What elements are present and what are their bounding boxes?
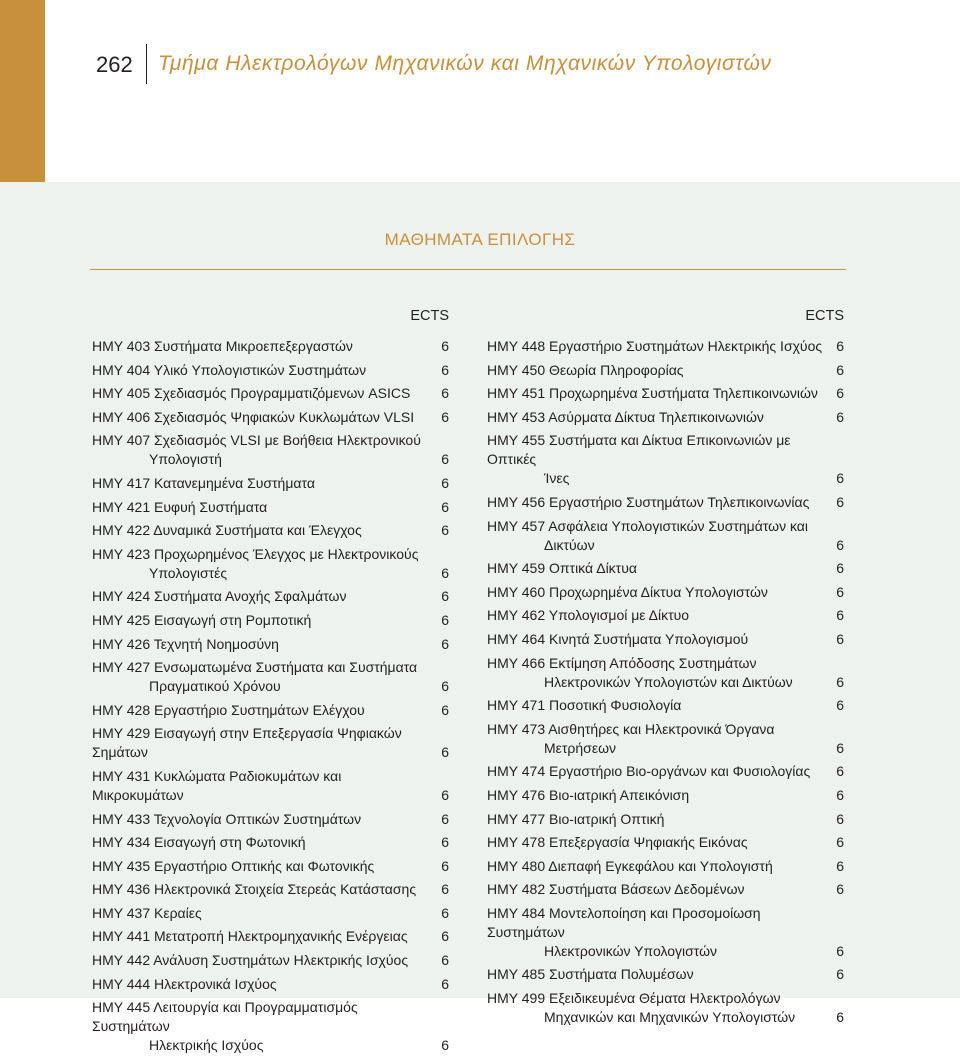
course-name: ΗΜΥ 476 Βιο-ιατρική Απεικόνιση [487, 786, 690, 803]
page-header [45, 0, 960, 182]
course-name: ΗΜΥ 429 Εισαγωγή στην Επεξεργασία Ψηφιακών Σημάτων [92, 725, 402, 761]
course-name-continuation: Ίνες [544, 470, 570, 487]
course-name: ΗΜΥ 424 Συστήματα Ανοχής Σφαλμάτων [92, 588, 347, 605]
course-name: ΗΜΥ 451 Προχωρημένα Συστήματα Τηλεπικοινωνιών [487, 385, 818, 402]
course-row [92, 810, 449, 829]
course-credits: 6 [441, 611, 449, 628]
course-credits: 6 [836, 493, 844, 510]
course-row [92, 767, 449, 805]
course-name: ΗΜΥ 477 Βιο-ιατρική Οπτική [487, 810, 665, 827]
course-name-continuation: Πραγματικού Χρόνου [149, 678, 281, 695]
course-row [487, 606, 844, 625]
course-credits: 6 [441, 522, 449, 539]
course-credits: 6 [441, 498, 449, 515]
course-name: ΗΜΥ 471 Ποσοτική Φυσιολογία [487, 697, 682, 714]
course-row [92, 337, 449, 356]
course-name: ΗΜΥ 407 Σχεδιασμός VLSI με Βοήθεια Ηλεκτρονικού [92, 432, 421, 449]
course-name-continuation: Ηλεκτρονικών Υπολογιστών [544, 942, 718, 959]
course-name: ΗΜΥ 462 Υπολογισμοί με Δίκτυο [487, 607, 690, 624]
course-row [487, 810, 844, 829]
course-name: ΗΜΥ 417 Κατανεμημένα Συστήματα [92, 474, 315, 491]
course-row [487, 833, 844, 852]
course-row [92, 880, 449, 899]
running-title: Τμήμα Ηλεκτρολόγων Μηχανικών και Μηχανικών Υπολογιστών [158, 52, 772, 75]
course-row [92, 498, 449, 517]
course-row [487, 904, 844, 961]
course-row [92, 611, 449, 630]
course-row [92, 635, 449, 654]
page-number: 262 [96, 52, 133, 77]
course-name: ΗΜΥ 482 Συστήματα Βάσεων Δεδομένων [487, 881, 745, 898]
course-row [92, 927, 449, 946]
course-credits: 6 [441, 904, 449, 921]
course-credits: 6 [441, 338, 449, 354]
course-row [487, 762, 844, 781]
course-row [487, 431, 844, 488]
course-name-continuation: Μετρήσεων [544, 739, 616, 756]
course-credits: 6 [836, 338, 844, 354]
course-credits: 6 [836, 763, 844, 780]
content-area [0, 182, 960, 1054]
course-row [92, 833, 449, 852]
course-row [92, 975, 449, 994]
course-name: ΗΜΥ 474 Εργαστήριο Βιο-οργάνων και Φυσιολογίας [487, 763, 811, 780]
course-name: ΗΜΥ 433 Τεχνολογία Οπτικών Συστημάτων [92, 810, 362, 827]
course-name: ΗΜΥ 450 Θεωρία Πληροφορίας [487, 361, 684, 378]
course-name-continuation: Ηλεκτρικής Ισχύος [149, 1037, 264, 1054]
course-row [92, 408, 449, 427]
course-row [92, 701, 449, 720]
course-row [487, 696, 844, 715]
left-course-list [92, 337, 449, 1055]
course-name: ΗΜΥ 480 Διεπαφή Εγκεφάλου και Υπολογιστή [487, 857, 773, 874]
course-name: ΗΜΥ 453 Ασύρματα Δίκτυα Τηλεπικοινωνιών [487, 408, 764, 425]
course-name: ΗΜΥ 466 Εκτίμηση Απόδοσης Συστημάτων [487, 654, 757, 671]
course-name: ΗΜΥ 421 Ευφυή Συστήματα [92, 498, 268, 515]
course-row [92, 361, 449, 380]
course-row [487, 517, 844, 555]
course-name-continuation: Μηχανικών και Μηχανικών Υπολογιστών [544, 1009, 796, 1026]
course-name: ΗΜΥ 485 Συστήματα Πολυμέσων [487, 966, 694, 983]
course-row [487, 857, 844, 876]
course-credits: 6 [836, 834, 844, 851]
course-credits: 6 [441, 701, 449, 718]
course-credits: 6 [441, 474, 449, 491]
course-credits: 6 [441, 928, 449, 945]
course-row [487, 408, 844, 427]
course-name: ΗΜΥ 425 Εισαγωγή στη Ρομποτική [92, 611, 312, 628]
course-row [487, 965, 844, 984]
course-name: ΗΜΥ 448 Εργαστήριο Συστημάτων Ηλεκτρικής Ισχύος [487, 338, 823, 354]
course-row [92, 431, 449, 469]
course-credits: 6 [441, 881, 449, 898]
course-name: ΗΜΥ 427 Ενσωματωμένα Συστήματα και Συστήματα [92, 659, 418, 676]
course-name: ΗΜΥ 403 Συστήματα Μικροεπεξεργαστών [92, 338, 353, 354]
course-credits: 6 [836, 630, 844, 647]
course-row [92, 384, 449, 403]
section-title-rule [90, 269, 846, 270]
course-name: ΗΜΥ 499 Εξειδικευμένα Θέματα Ηλεκτρολόγων [487, 990, 781, 1007]
course-row [92, 545, 449, 583]
course-credits: 6 [441, 975, 449, 992]
course-credits: 6 [441, 678, 449, 695]
course-name: ΗΜΥ 404 Υλικό Υπολογιστικών Συστημάτων [92, 361, 367, 378]
course-name: ΗΜΥ 426 Τεχνητή Νοημοσύνη [92, 635, 279, 652]
course-name: ΗΜΥ 405 Σχεδιασμός Προγραμματιζόμενων ASICS [92, 385, 411, 402]
course-name: ΗΜΥ 473 Αισθητήρες και Ηλεκτρονικά Όργανα [487, 720, 775, 737]
right-course-column [487, 305, 844, 1032]
course-row [487, 720, 844, 758]
left-course-column [92, 305, 449, 1060]
course-row [487, 786, 844, 805]
course-name: ΗΜΥ 484 Μοντελοποίηση και Προσομοίωση Συστημάτων [487, 904, 761, 940]
course-credits: 6 [836, 942, 844, 959]
course-credits: 6 [441, 408, 449, 425]
course-name: ΗΜΥ 441 Μετατροπή Ηλεκτρομηχανικής Ενέργειας [92, 928, 408, 945]
course-row [92, 658, 449, 696]
course-row [92, 474, 449, 493]
course-credits: 6 [836, 560, 844, 577]
course-row [92, 857, 449, 876]
course-credits: 6 [836, 1009, 844, 1026]
course-name: ΗΜΥ 442 Ανάλυση Συστημάτων Ηλεκτρικής Ισχύος [92, 952, 409, 969]
course-credits: 6 [441, 361, 449, 378]
course-credits: 6 [836, 673, 844, 690]
course-row [92, 521, 449, 540]
course-row [92, 951, 449, 970]
course-name: ΗΜΥ 459 Οπτικά Δίκτυα [487, 560, 637, 577]
course-name-continuation: Δικτύων [544, 536, 595, 553]
course-credits: 6 [836, 408, 844, 425]
course-credits: 6 [836, 881, 844, 898]
course-credits: 6 [836, 966, 844, 983]
course-row [487, 493, 844, 512]
course-credits: 6 [441, 588, 449, 605]
course-name: ΗΜΥ 464 Κινητά Συστήματα Υπολογισμού [487, 630, 749, 647]
course-name: ΗΜΥ 434 Εισαγωγή στη Φωτονική [92, 834, 306, 851]
course-credits: 6 [836, 697, 844, 714]
course-name-continuation: Υπολογιστή [149, 451, 222, 468]
course-row [92, 724, 449, 762]
course-credits: 6 [836, 536, 844, 553]
course-name: ΗΜΥ 406 Σχεδιασμός Ψηφιακών Κυκλωμάτων VLSI [92, 408, 415, 425]
course-name: ΗΜΥ 437 Κεραίες [92, 904, 202, 921]
course-row [487, 361, 844, 380]
course-credits: 6 [441, 857, 449, 874]
course-credits: 6 [441, 1037, 449, 1054]
course-row [487, 654, 844, 692]
course-name: ΗΜΥ 460 Προχωρημένα Δίκτυα Υπολογιστών [487, 583, 768, 600]
course-name: ΗΜΥ 456 Εργαστήριο Συστημάτων Τηλεπικοινωνίας [487, 493, 810, 510]
course-credits: 6 [836, 361, 844, 378]
course-credits: 6 [441, 635, 449, 652]
header-divider [146, 44, 147, 84]
course-name: ΗΜΥ 436 Ηλεκτρονικά Στοιχεία Στερεάς Κατάστασης [92, 881, 417, 898]
course-name: ΗΜΥ 435 Εργαστήριο Οπτικής και Φωτονικής [92, 857, 375, 874]
course-credits: 6 [441, 786, 449, 803]
course-credits: 6 [836, 786, 844, 803]
course-name-continuation: Υπολογιστές [149, 564, 228, 581]
course-credits: 6 [836, 857, 844, 874]
course-row [92, 587, 449, 606]
course-name-continuation: Ηλεκτρονικών Υπολογιστών και Δικτύων [544, 673, 793, 690]
right-course-list [487, 337, 844, 1027]
course-row [487, 989, 844, 1027]
course-name: ΗΜΥ 423 Προχωρημένος Έλεγχος με Ηλεκτρονικούς [92, 545, 419, 562]
course-name: ΗΜΥ 431 Κυκλώματα Ραδιοκυμάτων και Μικροκυμάτων [92, 767, 342, 803]
course-name: ΗΜΥ 428 Εργαστήριο Συστημάτων Ελέγχου [92, 701, 365, 718]
course-name: ΗΜΥ 457 Ασφάλεια Υπολογιστικών Συστημάτων και [487, 517, 809, 534]
course-credits: 6 [441, 385, 449, 402]
course-row [92, 998, 449, 1055]
course-name: ΗΜΥ 422 Δυναμικά Συστήματα και Έλεγχος [92, 522, 362, 539]
course-credits: 6 [441, 451, 449, 468]
course-row [487, 559, 844, 578]
course-row [487, 384, 844, 403]
course-name: ΗΜΥ 455 Συστήματα και Δίκτυα Επικοινωνιών με Οπτικές [487, 432, 791, 468]
course-credits: 6 [441, 564, 449, 581]
course-credits: 6 [441, 810, 449, 827]
course-credits: 6 [441, 744, 449, 761]
course-credits: 6 [441, 952, 449, 969]
course-name: ΗΜΥ 444 Ηλεκτρονικά Ισχύος [92, 975, 277, 992]
course-row [487, 630, 844, 649]
course-credits: 6 [441, 834, 449, 851]
course-credits: 6 [836, 607, 844, 624]
section-title: ΜΑΘΗΜΑΤΑ ΕΠΙΛΟΓΗΣ [384, 230, 576, 249]
course-row [487, 583, 844, 602]
ects-header-right: ECTS [805, 308, 844, 324]
orange-margin-bar [0, 0, 45, 182]
course-name: ΗΜΥ 478 Επεξεργασία Ψηφιακής Εικόνας [487, 834, 748, 851]
course-credits: 6 [836, 739, 844, 756]
course-row [487, 337, 844, 356]
course-credits: 6 [836, 583, 844, 600]
course-row [487, 880, 844, 899]
course-credits: 6 [836, 810, 844, 827]
course-credits: 6 [836, 385, 844, 402]
course-row [92, 904, 449, 923]
course-name: ΗΜΥ 445 Λειτουργία και Προγραμματισμός Συστημάτων [92, 999, 358, 1035]
course-credits: 6 [836, 470, 844, 487]
ects-header-left: ECTS [410, 308, 449, 324]
